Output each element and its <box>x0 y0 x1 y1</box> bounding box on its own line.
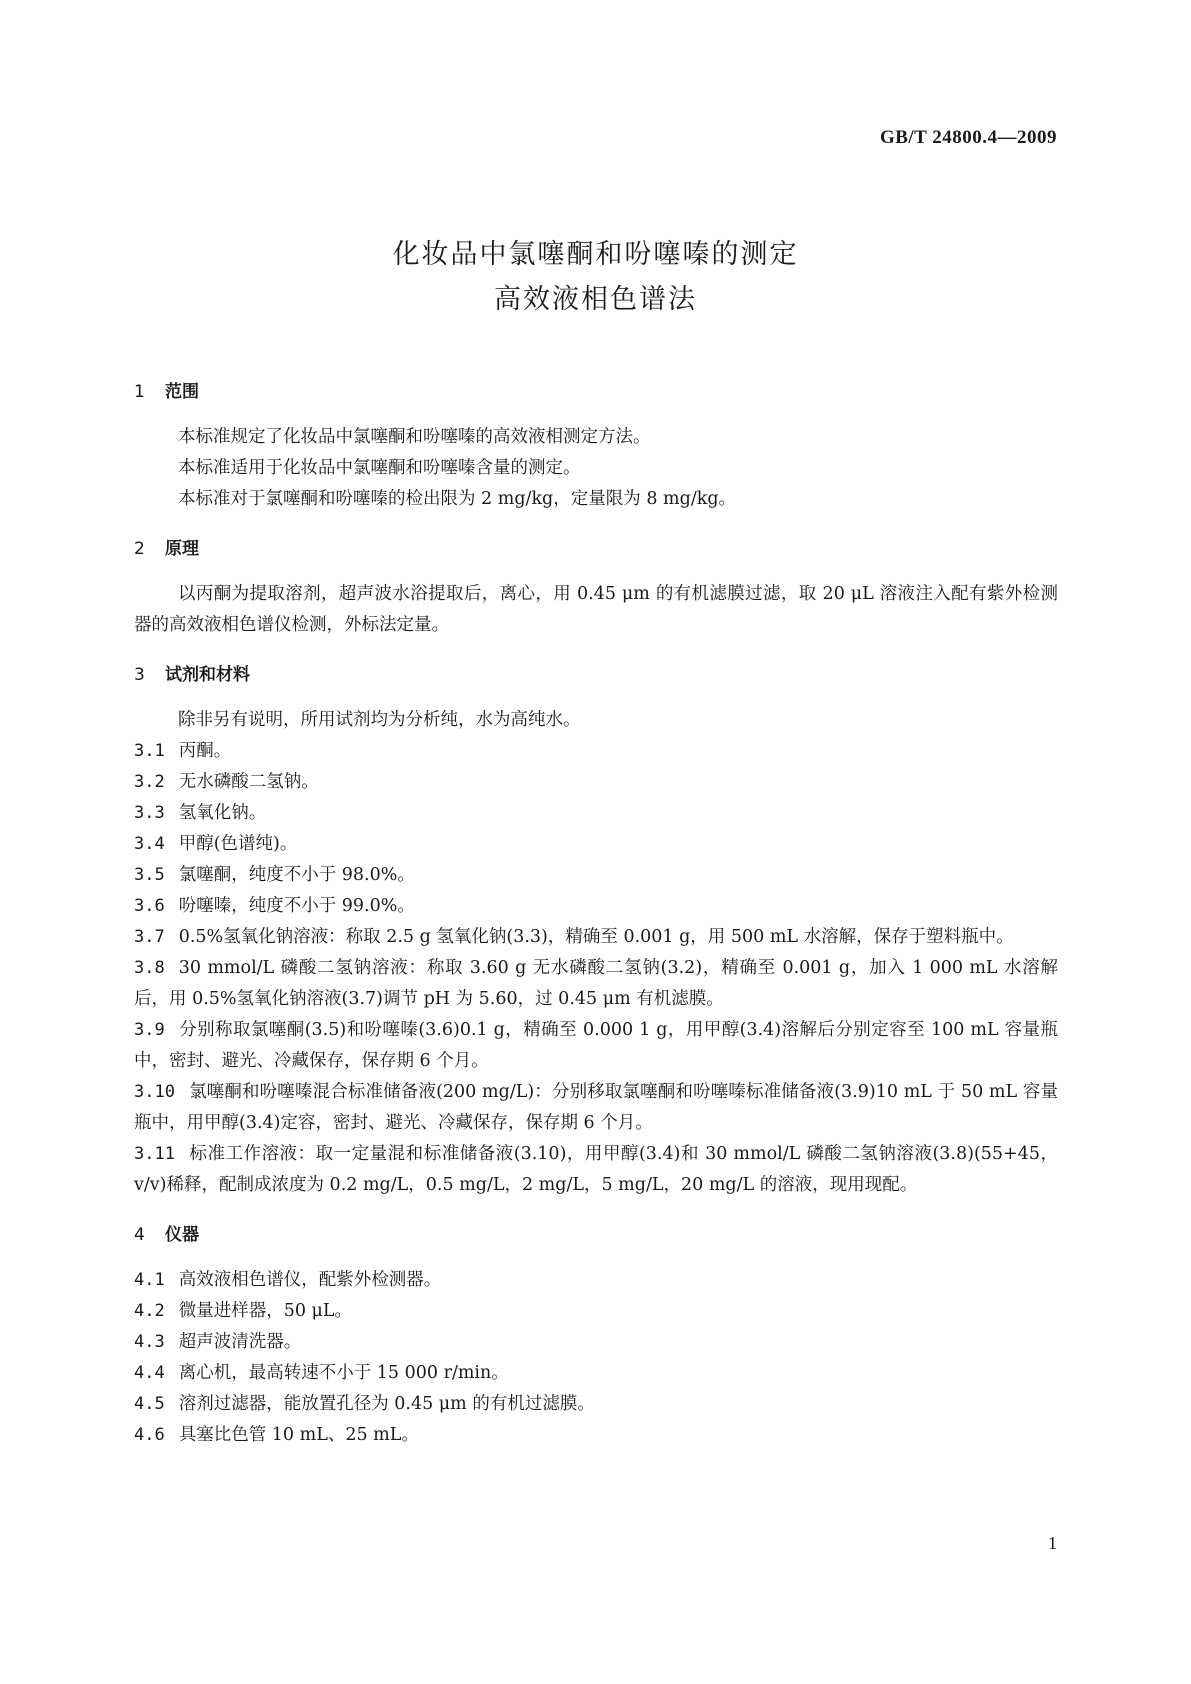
list-item <box>134 1265 1058 1296</box>
list-item <box>134 1015 1058 1077</box>
item-text: 超声波清洗器。 <box>178 1332 302 1352</box>
paragraph: 本标准对于氯噻酮和吩噻嗪的检出限为 2 mg/kg，定量限为 8 mg/kg。 <box>178 489 737 509</box>
list-item <box>134 1420 1058 1451</box>
list-item <box>134 953 1058 1015</box>
list-item <box>134 767 1058 798</box>
list-item <box>134 736 1058 767</box>
section-title: 原理 <box>165 539 199 559</box>
item-number: 3.11 <box>134 1144 175 1164</box>
list-item <box>134 1296 1058 1327</box>
item-text: 甲醇(色谱纯)。 <box>178 834 298 854</box>
item-number: 3.9 <box>134 1020 165 1040</box>
section-heading-principle <box>134 533 1058 565</box>
item-text: 分别称取氯噻酮(3.5)和吩噻嗪(3.6)0.1 g，精确至 0.000 1 g，用甲醇(3.4)溶解后分别定容至 100 mL 容量瓶中，密封、避光、冷藏保存，保存期 6 个月。 <box>134 1020 1058 1071</box>
list-item <box>134 1358 1058 1389</box>
document-body <box>134 376 1058 1451</box>
item-number: 3.5 <box>134 865 165 885</box>
item-number: 3.2 <box>134 772 165 792</box>
item-text: 具塞比色管 10 mL、25 mL。 <box>178 1425 419 1445</box>
item-number: 3.1 <box>134 741 165 761</box>
item-text: 氢氧化钠。 <box>178 803 267 823</box>
paragraph: 本标准适用于化妆品中氯噻酮和吩噻嗪含量的测定。 <box>178 458 581 478</box>
paragraph: 以丙酮为提取溶剂，超声波水浴提取后，离心，用 0.45 μm 的有机滤膜过滤，取 20 μL 溶液注入配有紫外检测器的高效液相色谱仪检测，外标法定量。 <box>134 584 1058 635</box>
item-number: 3.3 <box>134 803 165 823</box>
item-number: 3.4 <box>134 834 165 854</box>
item-number: 4.1 <box>134 1270 165 1290</box>
item-number: 3.7 <box>134 927 165 947</box>
section-number: 4 <box>134 1225 145 1245</box>
section-heading-reagents <box>134 659 1058 691</box>
item-number: 4.5 <box>134 1394 165 1414</box>
item-text: 氯噻酮，纯度不小于 98.0%。 <box>178 865 415 885</box>
standard-code: GB/T 24800.4—2009 <box>879 127 1057 148</box>
list-item <box>134 1389 1058 1420</box>
document-title: 化妆品中氯噻酮和吩噻嗪的测定 <box>392 239 799 270</box>
item-text: 高效液相色谱仪，配紫外检测器。 <box>178 1270 442 1290</box>
item-text: 0.5%氢氧化钠溶液：称取 2.5 g 氢氧化钠(3.3)，精确至 0.001 g，用 500 mL 水溶解，保存于塑料瓶中。 <box>178 927 1014 947</box>
section-heading-scope <box>134 376 1058 408</box>
paragraph: 本标准规定了化妆品中氯噻酮和吩噻嗪的高效液相测定方法。 <box>178 427 651 447</box>
document-subtitle: 高效液相色谱法 <box>494 284 697 315</box>
item-text: 微量进样器，50 μL。 <box>178 1301 353 1321</box>
list-item <box>134 860 1058 891</box>
item-text: 无水磷酸二氢钠。 <box>178 772 319 792</box>
item-text: 丙酮。 <box>178 741 232 761</box>
paragraph: 除非另有说明，所用试剂均为分析纯，水为高纯水。 <box>178 710 581 730</box>
item-number: 3.8 <box>134 958 165 978</box>
item-text: 吩噻嗪，纯度不小于 99.0%。 <box>178 896 415 916</box>
item-number: 4.6 <box>134 1425 165 1445</box>
section-number: 1 <box>134 382 145 402</box>
item-text: 氯噻酮和吩噻嗪混合标准储备液(200 mg/L)：分别移取氯噻酮和吩噻嗪标准储备液(3.9)10 mL 于 50 mL 容量瓶中，用甲醇(3.4)定容，密封、避光、冷藏保存，保存期 6 个月。 <box>134 1082 1058 1133</box>
item-number: 3.6 <box>134 896 165 916</box>
item-text: 标准工作溶液：取一定量混和标准储备液(3.10)，用甲醇(3.4)和 30 mmol/L 磷酸二氢钠溶液(3.8)(55+45，v/v)稀释，配制成浓度为 0.2 mg/L，0.5 mg/L，2 mg/L，5 mg/L，20 mg/L 的溶液，现用现配。 <box>134 1144 1058 1195</box>
section-number: 2 <box>134 539 145 559</box>
list-item <box>134 1077 1058 1139</box>
section-number: 3 <box>134 665 145 685</box>
list-item <box>134 891 1058 922</box>
section-title: 范围 <box>165 382 199 402</box>
item-text: 离心机，最高转速不小于 15 000 r/min。 <box>178 1363 509 1383</box>
page-number: 1 <box>1048 1533 1057 1553</box>
section-title: 仪器 <box>165 1225 199 1245</box>
item-number: 4.2 <box>134 1301 165 1321</box>
item-text: 溶剂过滤器，能放置孔径为 0.45 μm 的有机过滤膜。 <box>178 1394 595 1414</box>
list-item <box>134 922 1058 953</box>
item-number: 4.4 <box>134 1363 165 1383</box>
section-title: 试剂和材料 <box>165 665 250 685</box>
list-item <box>134 798 1058 829</box>
list-item <box>134 829 1058 860</box>
list-item <box>134 1139 1058 1201</box>
item-text: 30 mmol/L 磷酸二氢钠溶液：称取 3.60 g 无水磷酸二氢钠(3.2)，精确至 0.001 g，加入 1 000 mL 水溶解后，用 0.5%氢氧化钠溶液(3.7)调节 pH 为 5.60，过 0.45 μm 有机滤膜。 <box>134 958 1058 1009</box>
list-item <box>134 1327 1058 1358</box>
item-number: 4.3 <box>134 1332 165 1352</box>
section-heading-apparatus <box>134 1219 1058 1251</box>
item-number: 3.10 <box>134 1082 175 1102</box>
